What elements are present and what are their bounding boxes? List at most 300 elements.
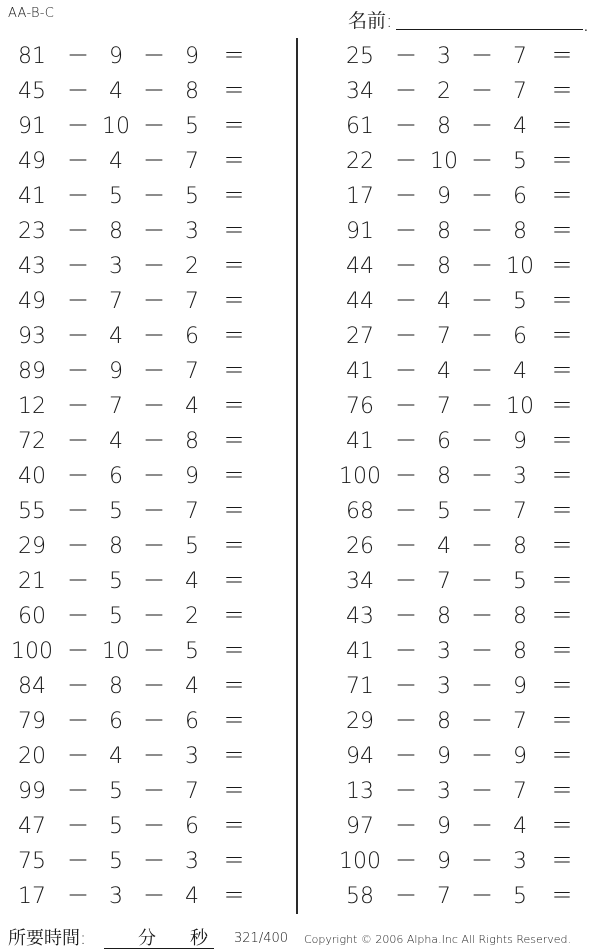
problem-row	[4, 634, 274, 669]
problem-row	[4, 564, 274, 599]
subtrahend-2: 4	[513, 814, 527, 839]
subtrahend-2: 4	[185, 884, 199, 909]
subtrahend-2: 7	[185, 359, 199, 384]
minus-sign: －	[470, 569, 493, 594]
equals-sign: ＝	[222, 359, 245, 384]
minuend: 49	[18, 149, 46, 174]
subtrahend-1: 8	[109, 219, 123, 244]
subtrahend-1: 3	[437, 44, 451, 69]
problem-row	[332, 249, 600, 284]
minus-sign: －	[470, 219, 493, 244]
subtrahend-1: 7	[437, 394, 451, 419]
minuend: 41	[346, 639, 374, 664]
minuend: 100	[11, 639, 53, 664]
minus-sign: －	[394, 779, 417, 804]
minus-sign: －	[394, 569, 417, 594]
problem-row	[4, 494, 274, 529]
equals-sign: ＝	[222, 254, 245, 279]
subtrahend-2: 5	[513, 289, 527, 314]
minuend: 76	[346, 394, 374, 419]
subtrahend-1: 8	[437, 254, 451, 279]
problem-row	[4, 179, 274, 214]
subtrahend-2: 10	[506, 394, 534, 419]
equals-sign: ＝	[222, 884, 245, 909]
equals-sign: ＝	[222, 744, 245, 769]
worksheet-code: AA-B-C	[8, 6, 55, 21]
minus-sign: －	[142, 429, 165, 454]
minus-sign: －	[142, 569, 165, 594]
equals-sign: ＝	[550, 324, 573, 349]
problem-row	[332, 739, 600, 774]
problem-row	[4, 214, 274, 249]
subtrahend-2: 7	[513, 709, 527, 734]
subtrahend-2: 6	[185, 814, 199, 839]
problem-row	[332, 74, 600, 109]
equals-sign: ＝	[550, 639, 573, 664]
subtrahend-1: 9	[109, 359, 123, 384]
subtrahend-1: 5	[109, 779, 123, 804]
equals-sign: ＝	[550, 674, 573, 699]
minuend: 91	[18, 114, 46, 139]
subtrahend-1: 7	[109, 394, 123, 419]
subtrahend-1: 8	[437, 464, 451, 489]
subtrahend-2: 7	[185, 289, 199, 314]
problem-row	[4, 144, 274, 179]
problem-row	[4, 739, 274, 774]
minus-sign: －	[66, 394, 89, 419]
problem-row	[4, 704, 274, 739]
minus-sign: －	[470, 359, 493, 384]
problem-row	[4, 809, 274, 844]
problem-row	[332, 389, 600, 424]
minuend: 21	[18, 569, 46, 594]
equals-sign: ＝	[222, 219, 245, 244]
minuend: 55	[18, 499, 46, 524]
subtrahend-2: 5	[185, 534, 199, 559]
minus-sign: －	[66, 184, 89, 209]
problem-row	[332, 144, 600, 179]
subtrahend-2: 9	[513, 429, 527, 454]
minuend: 34	[346, 569, 374, 594]
equals-sign: ＝	[222, 849, 245, 874]
minuend: 12	[18, 394, 46, 419]
minuend: 26	[346, 534, 374, 559]
subtrahend-2: 8	[513, 604, 527, 629]
minuend: 41	[346, 429, 374, 454]
subtrahend-1: 7	[109, 289, 123, 314]
minus-sign: －	[142, 499, 165, 524]
minuend: 43	[346, 604, 374, 629]
equals-sign: ＝	[550, 849, 573, 874]
equals-sign: ＝	[550, 779, 573, 804]
subtrahend-1: 5	[109, 569, 123, 594]
subtrahend-2: 4	[185, 569, 199, 594]
equals-sign: ＝	[550, 744, 573, 769]
minus-sign: －	[470, 639, 493, 664]
subtrahend-1: 10	[430, 149, 458, 174]
subtrahend-1: 3	[437, 674, 451, 699]
minus-sign: －	[142, 394, 165, 419]
subtrahend-2: 4	[513, 114, 527, 139]
equals-sign: ＝	[550, 79, 573, 104]
subtrahend-2: 9	[185, 464, 199, 489]
copyright-text: Copyright © 2006 Alpha.Inc All Rights Reserved.	[304, 933, 572, 946]
minus-sign: －	[394, 429, 417, 454]
minuend: 23	[18, 219, 46, 244]
minus-sign: －	[394, 254, 417, 279]
problem-row	[4, 844, 274, 879]
problem-row	[332, 424, 600, 459]
equals-sign: ＝	[550, 114, 573, 139]
subtrahend-1: 4	[109, 79, 123, 104]
minus-sign: －	[66, 464, 89, 489]
subtrahend-1: 8	[109, 534, 123, 559]
equals-sign: ＝	[222, 569, 245, 594]
minuend: 84	[18, 674, 46, 699]
minuend: 93	[18, 324, 46, 349]
subtrahend-2: 8	[513, 534, 527, 559]
minus-sign: －	[394, 44, 417, 69]
equals-sign: ＝	[550, 709, 573, 734]
equals-sign: ＝	[550, 814, 573, 839]
minus-sign: －	[470, 744, 493, 769]
minuend: 44	[346, 289, 374, 314]
equals-sign: ＝	[550, 289, 573, 314]
subtrahend-2: 10	[506, 254, 534, 279]
subtrahend-2: 7	[185, 149, 199, 174]
subtrahend-1: 10	[102, 639, 130, 664]
equals-sign: ＝	[550, 184, 573, 209]
subtrahend-1: 4	[437, 534, 451, 559]
minus-sign: －	[394, 149, 417, 174]
equals-sign: ＝	[550, 499, 573, 524]
subtrahend-1: 4	[437, 289, 451, 314]
minus-sign: －	[142, 604, 165, 629]
minus-sign: －	[66, 219, 89, 244]
equals-sign: ＝	[550, 464, 573, 489]
minus-sign: －	[394, 674, 417, 699]
subtrahend-1: 8	[109, 674, 123, 699]
minus-sign: －	[470, 849, 493, 874]
minus-sign: －	[394, 604, 417, 629]
page-number: 321/400	[234, 931, 289, 946]
minuend: 17	[18, 884, 46, 909]
subtrahend-2: 7	[513, 779, 527, 804]
subtrahend-1: 10	[102, 114, 130, 139]
problem-row	[4, 424, 274, 459]
subtrahend-1: 4	[109, 429, 123, 454]
subtrahend-1: 3	[109, 254, 123, 279]
minus-sign: －	[470, 534, 493, 559]
subtrahend-2: 7	[185, 499, 199, 524]
problem-row	[332, 564, 600, 599]
minuend: 79	[18, 709, 46, 734]
problem-row	[4, 529, 274, 564]
minus-sign: －	[66, 79, 89, 104]
minuend: 41	[18, 184, 46, 209]
minus-sign: －	[394, 814, 417, 839]
equals-sign: ＝	[550, 429, 573, 454]
subtrahend-1: 3	[109, 884, 123, 909]
subtrahend-1: 8	[437, 709, 451, 734]
problem-row	[332, 634, 600, 669]
minus-sign: －	[394, 359, 417, 384]
equals-sign: ＝	[222, 814, 245, 839]
minus-sign: －	[470, 79, 493, 104]
problem-row	[4, 774, 274, 809]
equals-sign: ＝	[550, 219, 573, 244]
minuend: 61	[346, 114, 374, 139]
minus-sign: －	[394, 79, 417, 104]
subtrahend-2: 2	[185, 254, 199, 279]
minuend: 25	[346, 44, 374, 69]
minuend: 58	[346, 884, 374, 909]
minus-sign: －	[66, 639, 89, 664]
problem-row	[332, 354, 600, 389]
subtrahend-1: 9	[437, 814, 451, 839]
subtrahend-1: 5	[109, 604, 123, 629]
subtrahend-2: 7	[513, 44, 527, 69]
subtrahend-2: 4	[185, 674, 199, 699]
minuend: 71	[346, 674, 374, 699]
minuend: 60	[18, 604, 46, 629]
subtrahend-1: 8	[437, 604, 451, 629]
minus-sign: －	[394, 849, 417, 874]
equals-sign: ＝	[222, 674, 245, 699]
seconds-label: 秒	[190, 928, 208, 949]
minus-sign: －	[470, 254, 493, 279]
subtrahend-2: 5	[185, 114, 199, 139]
minus-sign: －	[470, 814, 493, 839]
minus-sign: －	[394, 709, 417, 734]
equals-sign: ＝	[222, 184, 245, 209]
equals-sign: ＝	[550, 534, 573, 559]
minuend: 13	[346, 779, 374, 804]
minus-sign: －	[470, 184, 493, 209]
minuend: 75	[18, 849, 46, 874]
subtrahend-1: 5	[109, 184, 123, 209]
minus-sign: －	[470, 709, 493, 734]
subtrahend-2: 5	[185, 639, 199, 664]
problem-row	[4, 249, 274, 284]
minuend: 89	[18, 359, 46, 384]
minus-sign: －	[142, 744, 165, 769]
subtrahend-1: 9	[437, 184, 451, 209]
minus-sign: －	[66, 779, 89, 804]
name-field[interactable]	[348, 6, 593, 32]
minus-sign: －	[142, 779, 165, 804]
minus-sign: －	[66, 674, 89, 699]
subtrahend-1: 6	[109, 709, 123, 734]
problem-row	[332, 284, 600, 319]
minus-sign: －	[394, 394, 417, 419]
time-label: 所要時間:	[8, 928, 87, 949]
minus-sign: －	[66, 709, 89, 734]
minus-sign: －	[66, 604, 89, 629]
minus-sign: －	[66, 359, 89, 384]
minutes-label: 分	[138, 928, 156, 949]
subtrahend-2: 5	[185, 184, 199, 209]
subtrahend-2: 6	[513, 324, 527, 349]
minuend: 40	[18, 464, 46, 489]
equals-sign: ＝	[550, 359, 573, 384]
equals-sign: ＝	[222, 394, 245, 419]
subtrahend-1: 3	[437, 639, 451, 664]
minus-sign: －	[142, 44, 165, 69]
minuend: 29	[18, 534, 46, 559]
problem-row	[332, 669, 600, 704]
minuend: 68	[346, 499, 374, 524]
equals-sign: ＝	[222, 149, 245, 174]
subtrahend-2: 3	[185, 744, 199, 769]
minus-sign: －	[394, 534, 417, 559]
minus-sign: －	[66, 744, 89, 769]
minuend: 17	[346, 184, 374, 209]
minus-sign: －	[66, 254, 89, 279]
problem-row	[332, 179, 600, 214]
minus-sign: －	[470, 464, 493, 489]
equals-sign: ＝	[222, 114, 245, 139]
minus-sign: －	[142, 709, 165, 734]
problem-row	[332, 599, 600, 634]
minus-sign: －	[470, 44, 493, 69]
minus-sign: －	[142, 79, 165, 104]
name-end-dot: .	[584, 20, 588, 34]
minuend: 91	[346, 219, 374, 244]
subtrahend-1: 4	[109, 324, 123, 349]
subtrahend-2: 4	[185, 394, 199, 419]
problem-row	[332, 809, 600, 844]
minus-sign: －	[66, 534, 89, 559]
minus-sign: －	[394, 114, 417, 139]
minus-sign: －	[142, 219, 165, 244]
minus-sign: －	[470, 289, 493, 314]
equals-sign: ＝	[222, 324, 245, 349]
problem-row	[4, 39, 274, 74]
problem-row	[4, 669, 274, 704]
minus-sign: －	[66, 289, 89, 314]
equals-sign: ＝	[222, 289, 245, 314]
minus-sign: －	[394, 464, 417, 489]
minus-sign: －	[66, 884, 89, 909]
minus-sign: －	[470, 394, 493, 419]
minuend: 72	[18, 429, 46, 454]
minus-sign: －	[142, 814, 165, 839]
subtrahend-2: 5	[513, 149, 527, 174]
minus-sign: －	[66, 149, 89, 174]
minuend: 99	[18, 779, 46, 804]
minus-sign: －	[142, 534, 165, 559]
minus-sign: －	[470, 884, 493, 909]
subtrahend-1: 9	[437, 744, 451, 769]
subtrahend-2: 9	[513, 744, 527, 769]
problem-row	[4, 109, 274, 144]
minus-sign: －	[142, 464, 165, 489]
equals-sign: ＝	[550, 884, 573, 909]
subtrahend-1: 4	[109, 149, 123, 174]
minus-sign: －	[394, 499, 417, 524]
subtrahend-2: 8	[513, 639, 527, 664]
subtrahend-2: 7	[185, 779, 199, 804]
subtrahend-2: 5	[513, 569, 527, 594]
subtrahend-2: 4	[513, 359, 527, 384]
subtrahend-2: 2	[185, 604, 199, 629]
equals-sign: ＝	[550, 149, 573, 174]
minus-sign: －	[142, 674, 165, 699]
problem-row	[332, 774, 600, 809]
equals-sign: ＝	[222, 429, 245, 454]
problem-row	[332, 39, 600, 74]
minuend: 41	[346, 359, 374, 384]
minuend: 47	[18, 814, 46, 839]
minus-sign: －	[394, 219, 417, 244]
equals-sign: ＝	[550, 569, 573, 594]
subtrahend-2: 7	[513, 79, 527, 104]
minus-sign: －	[142, 254, 165, 279]
minuend: 100	[339, 464, 381, 489]
subtrahend-2: 5	[513, 884, 527, 909]
subtrahend-1: 5	[437, 499, 451, 524]
minus-sign: －	[66, 569, 89, 594]
minus-sign: －	[470, 429, 493, 454]
subtrahend-2: 8	[185, 429, 199, 454]
problem-row	[332, 529, 600, 564]
problem-row	[4, 389, 274, 424]
minus-sign: －	[142, 149, 165, 174]
minus-sign: －	[470, 499, 493, 524]
equals-sign: ＝	[222, 79, 245, 104]
minus-sign: －	[66, 44, 89, 69]
subtrahend-2: 6	[513, 184, 527, 209]
equals-sign: ＝	[222, 44, 245, 69]
subtrahend-2: 3	[513, 849, 527, 874]
equals-sign: ＝	[222, 779, 245, 804]
problem-row	[4, 319, 274, 354]
subtrahend-1: 7	[437, 884, 451, 909]
problem-row	[332, 319, 600, 354]
minus-sign: －	[66, 324, 89, 349]
subtrahend-1: 9	[109, 44, 123, 69]
subtrahend-1: 6	[437, 429, 451, 454]
equals-sign: ＝	[222, 709, 245, 734]
subtrahend-2: 6	[185, 709, 199, 734]
minus-sign: －	[66, 114, 89, 139]
problem-row	[332, 704, 600, 739]
minus-sign: －	[142, 289, 165, 314]
minus-sign: －	[142, 359, 165, 384]
left-problem-column	[4, 39, 274, 914]
minus-sign: －	[142, 884, 165, 909]
minus-sign: －	[394, 324, 417, 349]
problem-row	[332, 844, 600, 879]
equals-sign: ＝	[222, 604, 245, 629]
subtrahend-1: 8	[437, 219, 451, 244]
problem-row	[332, 109, 600, 144]
minuend: 29	[346, 709, 374, 734]
problem-row	[332, 879, 600, 914]
minus-sign: －	[470, 149, 493, 174]
subtrahend-1: 9	[437, 849, 451, 874]
minus-sign: －	[66, 429, 89, 454]
problem-row	[332, 494, 600, 529]
minus-sign: －	[470, 604, 493, 629]
minuend: 97	[346, 814, 374, 839]
column-divider	[296, 38, 298, 914]
name-underline	[396, 29, 583, 30]
minus-sign: －	[394, 884, 417, 909]
subtrahend-1: 4	[437, 359, 451, 384]
minus-sign: －	[66, 814, 89, 839]
